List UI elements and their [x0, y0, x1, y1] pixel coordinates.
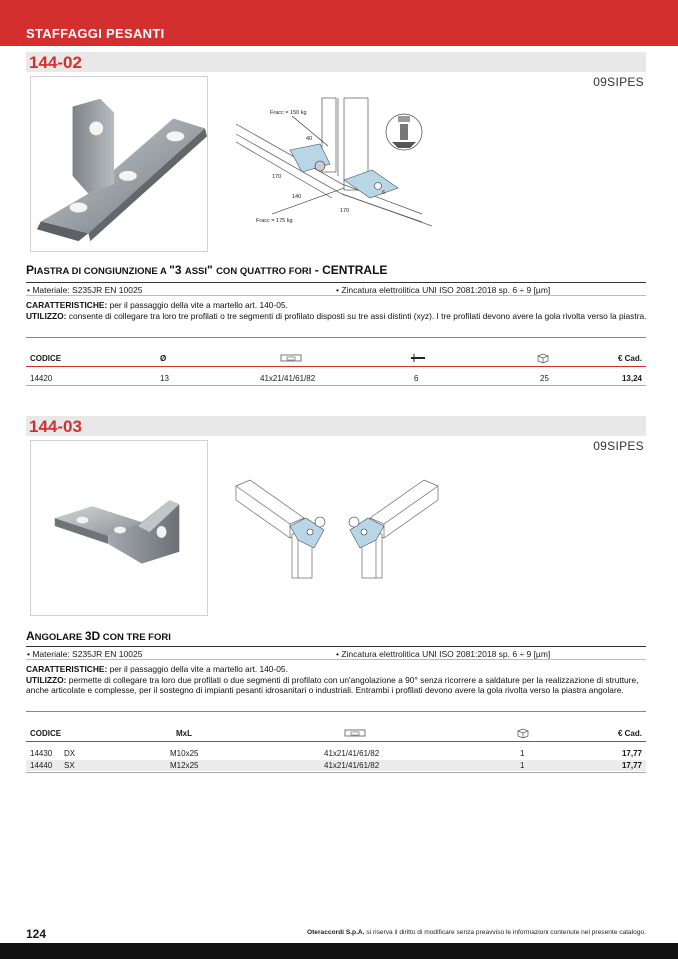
brand-label: 09SIPES — [593, 75, 644, 89]
finish-spec: • Zincatura elettrolitica UNI ISO 2081:2018 sp. 6 ÷ 9 [µm] — [336, 285, 551, 295]
col-price: € Cad. — [617, 729, 642, 738]
characteristics-label: CARATTERISTICHE: — [26, 300, 108, 310]
title-part: IASTRA DI CONGIUNZIONE A — [34, 266, 170, 277]
divider — [26, 711, 646, 712]
cell-side: SX — [64, 761, 75, 770]
table-row — [26, 373, 646, 384]
cell-pack: 1 — [520, 761, 525, 770]
col-diameter: Ø — [160, 354, 167, 363]
table-row — [26, 748, 646, 759]
usage-label: UTILIZZO: — [26, 310, 67, 321]
spec-row — [26, 646, 646, 660]
cell-pack: 25 — [540, 374, 549, 383]
table-header — [26, 351, 646, 367]
thickness-icon — [410, 353, 426, 365]
angle-bracket-photo-icon — [31, 441, 207, 615]
brand-label: 09SIPES — [593, 439, 644, 453]
product-code-band — [26, 52, 646, 72]
title-part: P — [26, 263, 35, 277]
title-part: - CENTRALE — [311, 263, 388, 277]
cell-price: 13,24 — [621, 374, 642, 383]
profile-channel-icon — [280, 353, 302, 365]
col-codice: CODICE — [30, 354, 62, 363]
cell-side: DX — [64, 749, 76, 758]
cell-mxl: M10x25 — [170, 749, 199, 758]
box-pack-icon — [536, 352, 550, 366]
divider — [26, 772, 646, 773]
product-photo — [30, 440, 208, 616]
cell-thickness: 6 — [414, 374, 419, 383]
footer-bar — [0, 943, 678, 959]
product-description — [26, 300, 648, 321]
force-label-top: Fracc = 150 kg — [270, 110, 307, 116]
box-pack-icon — [516, 727, 530, 741]
product-photo — [30, 76, 208, 252]
usage-text: consente di collegare tra loro tre profilati o tre segmenti di profilato disposti su tre assi distinti (xyz). I tre profilati devono avere la gola rivolta verso la piastra. — [66, 310, 647, 321]
cell-codice: 14420 — [30, 374, 53, 383]
usage-label: UTILIZZO: — [26, 674, 67, 685]
cell-price: 17,77 — [621, 749, 642, 758]
cell-codice: 14430 — [30, 749, 53, 758]
title-part: "3 — [169, 263, 185, 277]
usage-text: permette di collegare tra loro due profilati o due segmenti di profilato con un'angolazione a 90° senza ricorrere a saldature per la realizzazione di strutture, anche articolate e complesse, per il sostegno di impianti pesanti idrosanitari o industriali. Entrambi i profilati devono avere la gola rivolta verso la piastra angolare. — [26, 674, 639, 695]
characteristics-label: CARATTERISTICHE: — [26, 664, 108, 674]
divider — [26, 385, 646, 386]
dim-6: 6 — [382, 190, 386, 196]
table-header — [26, 726, 646, 742]
footer-disclaimer — [307, 929, 646, 936]
product-title — [26, 629, 171, 643]
cell-profile: 41x21/41/61/82 — [324, 761, 380, 770]
divider — [26, 337, 646, 338]
title-part: A — [26, 629, 35, 643]
cell-profile: 41x21/41/61/82 — [324, 749, 380, 758]
dim-140: 140 — [292, 194, 302, 200]
footer-company: Oteraccordi S.p.A. — [306, 929, 365, 936]
page-number: 124 — [26, 927, 47, 941]
plate-photo-icon — [31, 77, 207, 251]
product-code: 144-03 — [29, 417, 82, 436]
material-spec: • Materiale: S235JR EN 10025 — [27, 649, 143, 659]
product-code-band — [26, 416, 646, 436]
spec-row — [26, 282, 646, 296]
product-code: 144-02 — [29, 53, 82, 72]
force-label-bottom: Fracc = 175 kg — [256, 218, 293, 224]
cell-pack: 1 — [520, 749, 525, 758]
footer-disclaimer-text: si riserva il diritto di modificare senza preavviso le informazioni contenute nel presente catalogo. — [364, 929, 646, 936]
product-title — [26, 263, 387, 277]
characteristics-text: per il passaggio della vite a martello art. 140-05. — [107, 664, 288, 674]
title-part: CON QUATTRO FORI — [216, 266, 312, 277]
dim-170-right: 170 — [340, 208, 350, 214]
product-description — [26, 664, 648, 696]
col-mxl: MxL — [176, 729, 192, 738]
dim-170-left: 170 — [272, 174, 282, 180]
material-spec: • Materiale: S235JR EN 10025 — [27, 285, 143, 295]
title-part: " — [207, 263, 217, 277]
title-part: 3D — [84, 629, 101, 643]
table-row — [26, 760, 646, 771]
characteristics-text: per il passaggio della vite a martello art. 140-05. — [107, 300, 288, 310]
col-codice: CODICE — [30, 729, 62, 738]
assembly-diagram-dx-sx — [232, 478, 442, 586]
cell-mxl: M12x25 — [170, 761, 199, 770]
dim-40: 40 — [306, 136, 313, 142]
col-price: € Cad. — [617, 354, 642, 363]
header-bar — [0, 0, 678, 46]
title-part: CON TRE FORI — [100, 632, 171, 643]
title-part: NGOLARE — [34, 632, 85, 643]
cell-profile: 41x21/41/61/82 — [260, 374, 316, 383]
cell-codice: 14440 — [30, 761, 53, 770]
profile-channel-icon — [344, 728, 366, 740]
cell-price: 17,77 — [621, 761, 642, 770]
section-title: STAFFAGGI PESANTI — [26, 26, 165, 41]
finish-spec: • Zincatura elettrolitica UNI ISO 2081:2018 sp. 6 ÷ 9 [µm] — [336, 649, 551, 659]
cell-diameter: 13 — [160, 374, 169, 383]
title-part: ASSI — [184, 266, 208, 277]
assembly-diagram-3-axes — [232, 94, 432, 244]
